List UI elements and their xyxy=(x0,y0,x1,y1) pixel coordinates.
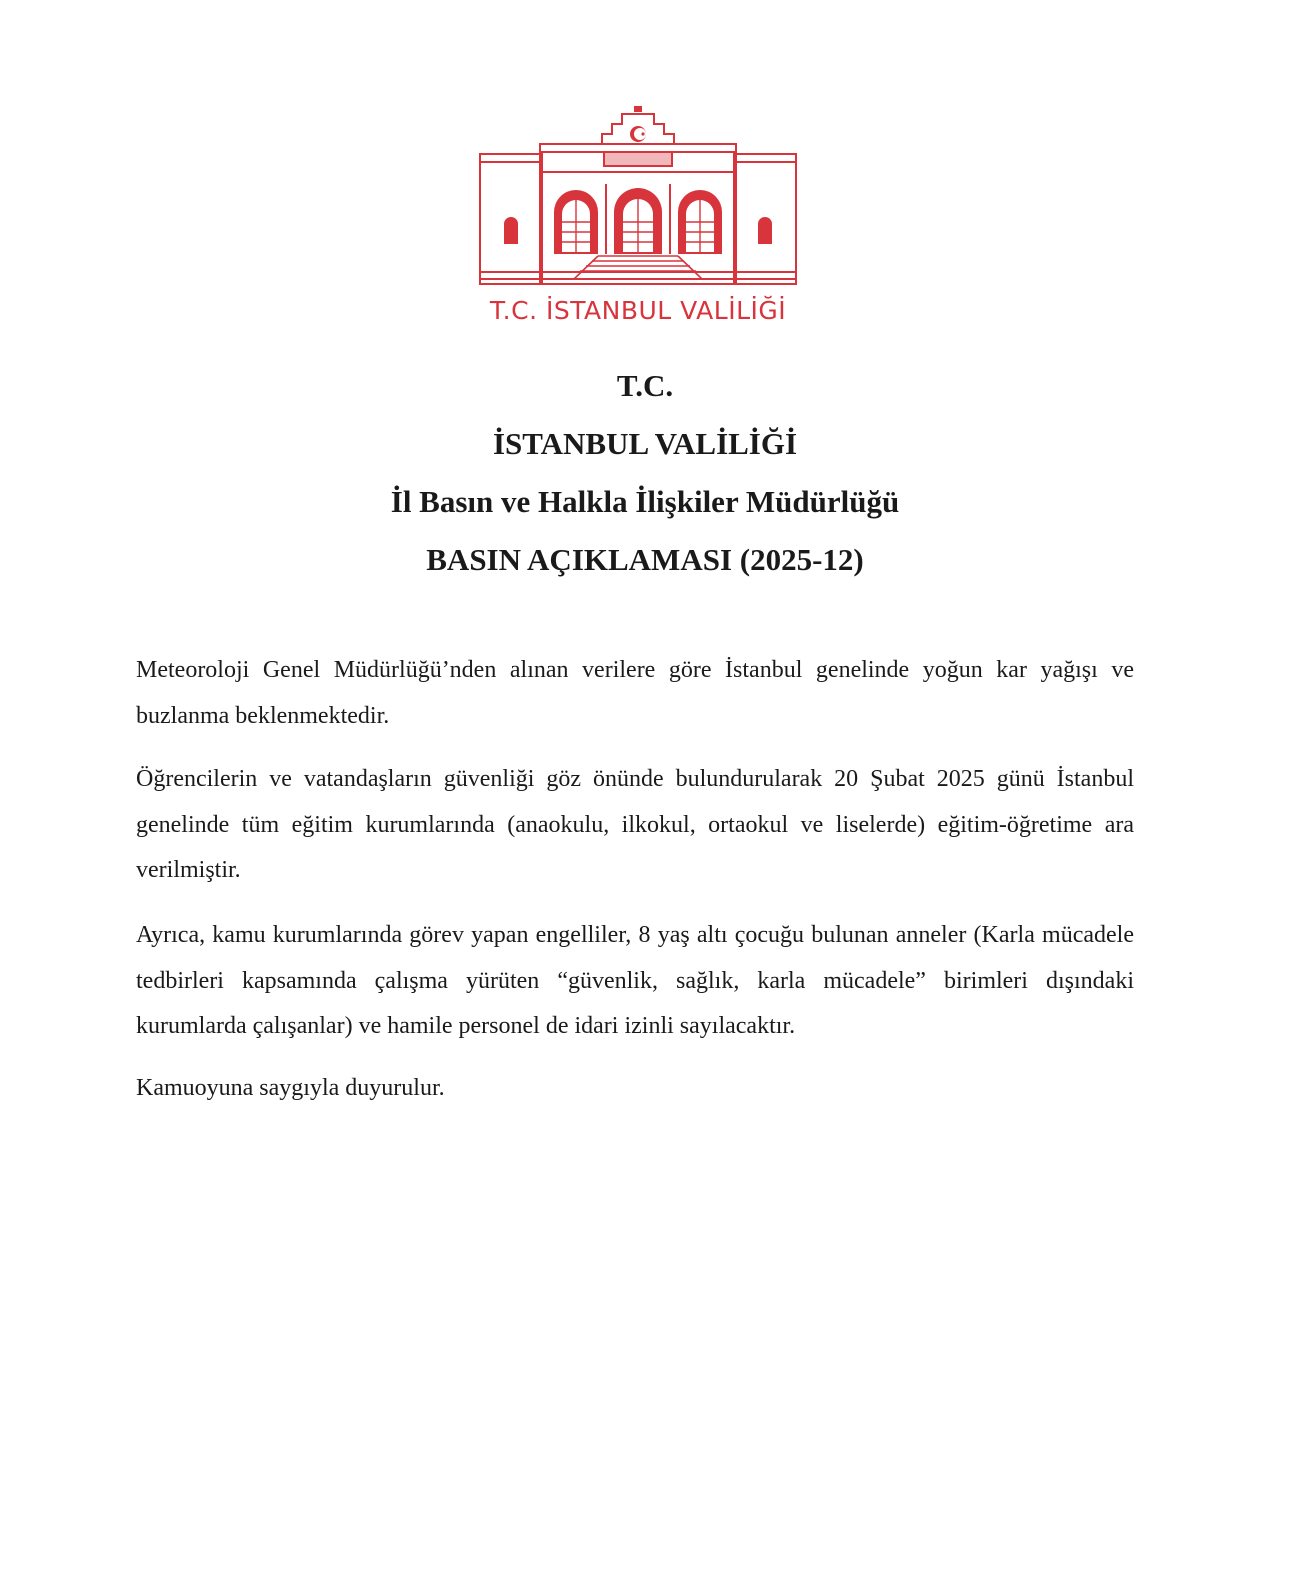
header-press-release-title: BASIN AÇIKLAMASI (2025-12) xyxy=(426,542,864,577)
header-tc: T.C. xyxy=(616,368,674,403)
paragraph-school-closure: Öğrencilerin ve vatandaşların güvenliği göz önünde bulundurularak 20 Şubat 2025 günü İstanbul genelinde tüm eğitim kurumlarında (anaokulu, ilkokul, ortaokul ve liselerde) eğitim-öğretime ara verilmiştir. xyxy=(136,766,1134,883)
header-directorate: İl Basın ve Halkla İlişkiler Müdürlüğü xyxy=(390,484,900,519)
header-governorship: İSTANBUL VALİLİĞİ xyxy=(492,426,798,461)
logo-caption: T.C. İSTANBUL VALİLİĞİ xyxy=(489,296,787,325)
paragraph-closing: Kamuoyuna saygıyla duyurulur. xyxy=(136,1075,445,1101)
paragraph-administrative-leave: Ayrıca, kamu kurumlarında görev yapan engelliler, 8 yaş altı çocuğu bulunan anneler (Karla mücadele tedbirleri kapsamında çalışma yürüten “güvenlik, sağlık, karla mücadele” birimleri dışındaki kurumlarda çalışanlar) ve hamile personel de idari izinli sayılacaktır. xyxy=(136,922,1134,1039)
governorship-logo xyxy=(478,104,798,332)
governorship-building-icon xyxy=(478,104,798,294)
paragraph-weather-warning: Meteoroloji Genel Müdürlüğü’nden alınan verilere göre İstanbul genelinde yoğun kar yağışı ve buzlanma beklenmektedir. xyxy=(136,657,1134,729)
